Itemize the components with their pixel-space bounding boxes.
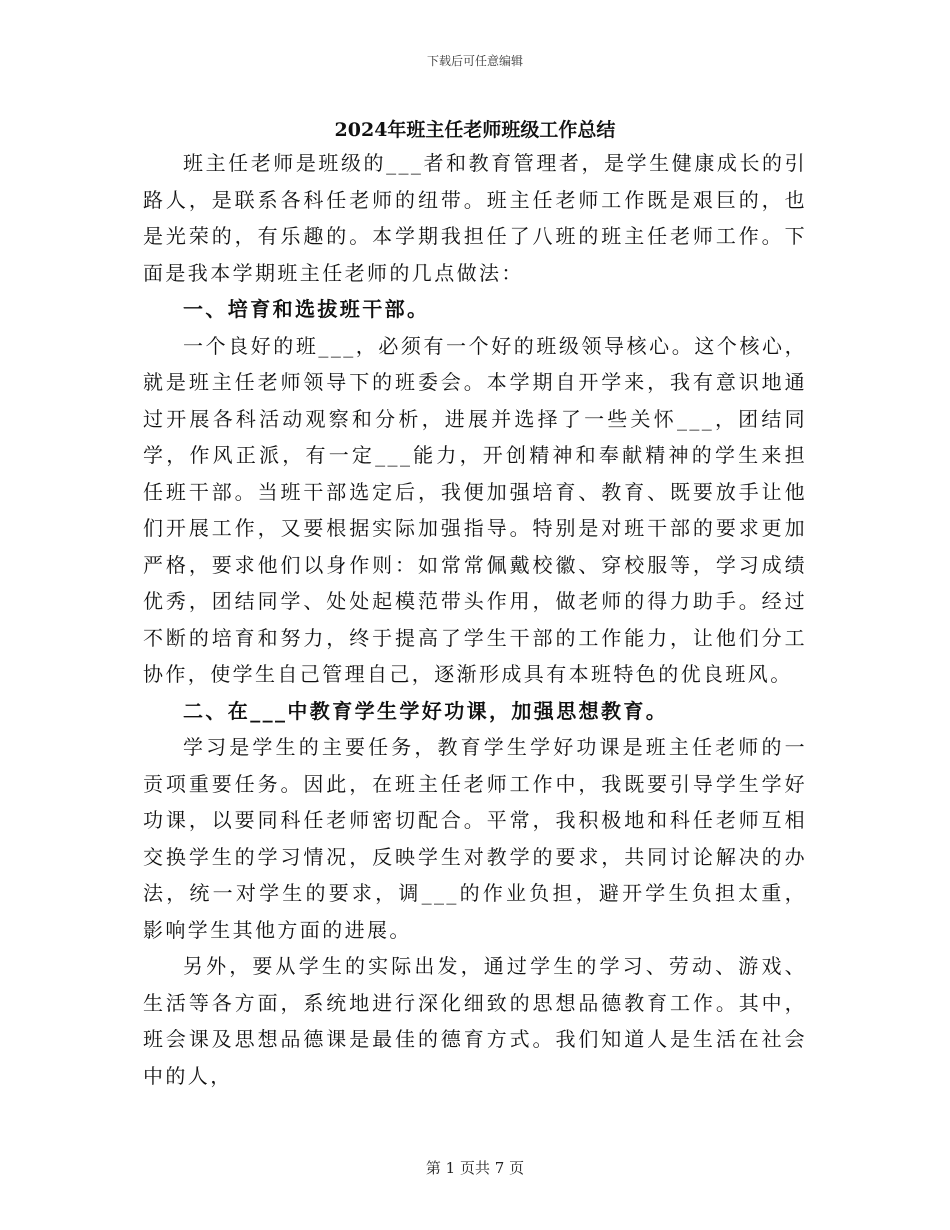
paragraph-section-1: 一个良好的班___，必须有一个好的班级领导核心。这个核心，就是班主任老师领导下的班委会。本学期自开学来，我有意识地通过开展各科活动观察和分析，进展并选择了一些关怀___，团结同学，作风正派，有一定___能力，开创精神和奉献精神的学生来担任班干部。当班干部选定后，我便加强培育、教育、既要放手让他们开展工作，又要根据实际加强指导。特别是对班干部的要求更加严格，要求他们以身作则：如常常佩戴校徽、穿校服等，学习成绩优秀，团结同学、处处起模范带头作用，做老师的得力助手。经过不断的培育和努力，终于提高了学生干部的工作能力，让他们分工协作，使学生自己管理自己，逐渐形成具有本班特色的优良班风。: [143, 333, 807, 686]
document-title: 2024年班主任老师班级工作总结: [334, 119, 616, 141]
section-heading-1: 一、培育和选拔班干部。: [183, 297, 430, 321]
paragraph-section-2-continued: 另外，要从学生的实际出发，通过学生的学习、劳动、游戏、生活等各方面，系统地进行深化细致的思想品德教育工作。其中，班会课及思想品德课是最佳的德育方式。我们知道人是生活在社会中的人，: [143, 954, 807, 1088]
header-note: 下载后可任意编辑: [426, 54, 523, 68]
paragraph-section-2: 学习是学生的主要任务，教育学生学好功课是班主任老师的一贡项重要任务。因此，在班主任老师工作中，我既要引导学生学好功课，以要同科任老师密切配合。平常，我积极地和科任老师互相交换学生的学习情况，反映学生对教学的要求，共同讨论解决的办法，统一对学生的要求，调___的作业负担，避开学生负担太重，影响学生其他方面的进展。: [143, 735, 807, 942]
section-heading-2: 二、在___中教育学生学好功课，加强思想教育。: [183, 698, 669, 723]
paragraph-intro: 班主任老师是班级的___者和教育管理者，是学生健康成长的引路人，是联系各科任老师的纽带。班主任老师工作既是艰巨的，也是光荣的，有乐趣的。本学期我担任了八班的班主任老师工作。下面是我本学期班主任老师的几点做法：: [143, 151, 807, 285]
page-footer: 第 1 页共 7 页: [425, 1159, 525, 1177]
document-body: [143, 145, 807, 1094]
